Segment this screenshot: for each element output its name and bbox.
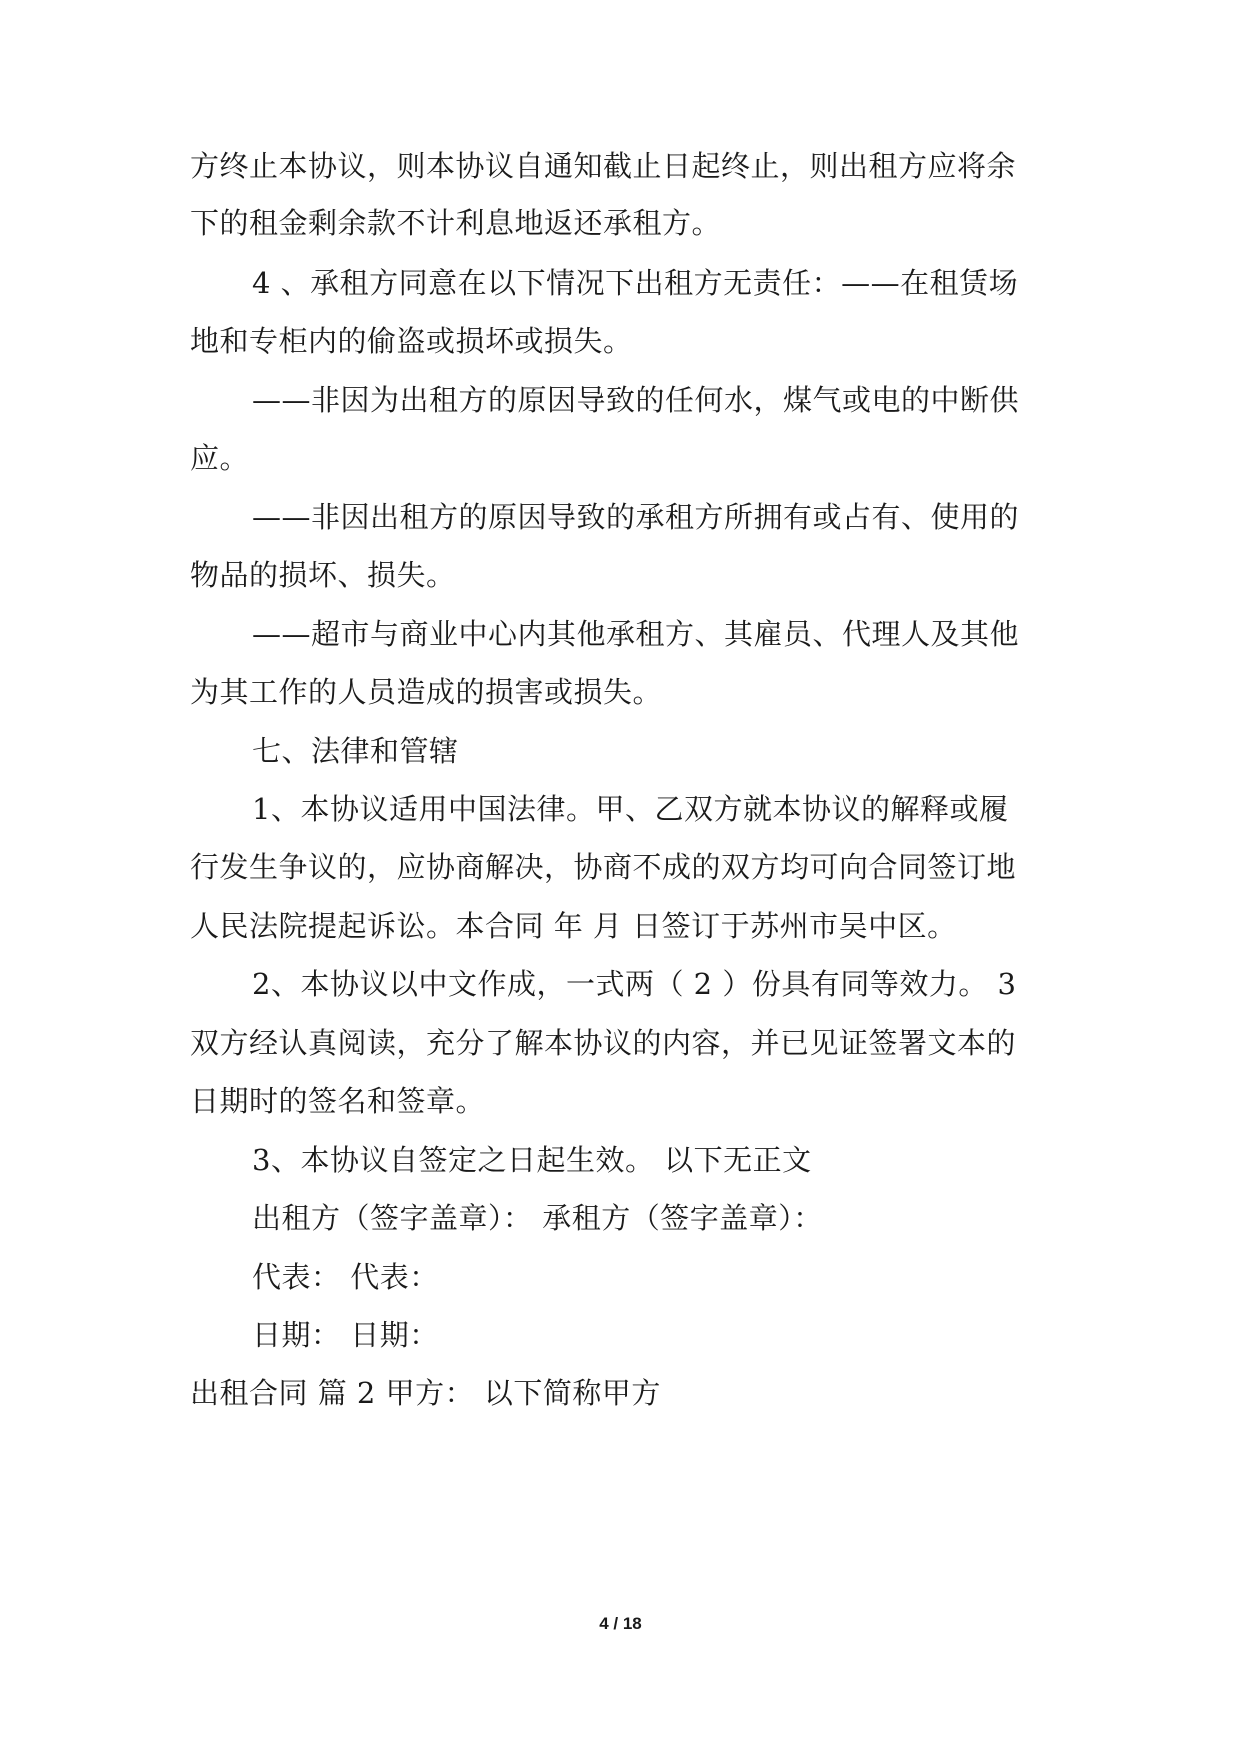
text-line: 日期时的签名和签章。 bbox=[190, 1084, 486, 1118]
text-line: ——超市与商业中心内其他承租方、其雇员、代理人及其他 bbox=[252, 617, 1020, 651]
text-line: ——非因出租方的原因导致的承租方所拥有或占有、使用的 bbox=[252, 500, 1020, 534]
contract-heading-line: 出租合同 篇 2 甲方： 以下简称甲方 bbox=[190, 1376, 661, 1410]
signature-parties-line: 出租方（签字盖章）： 承租方（签字盖章）： bbox=[252, 1201, 823, 1235]
text-line: 3、本协议自签定之日起生效。 以下无正文 bbox=[252, 1143, 812, 1177]
text-line: ——非因为出租方的原因导致的任何水，煤气或电的中断供 bbox=[252, 383, 1020, 417]
text-line: 2、本协议以中文作成，一式两（ 2 ）份具有同等效力。 3 bbox=[252, 967, 1017, 1001]
representative-line: 代表： 代表： bbox=[252, 1260, 439, 1294]
text-line: 下的租金剩余款不计利息地返还承租方。 bbox=[190, 206, 722, 240]
text-line: 行发生争议的，应协商解决，协商不成的双方均可向合同签订地 bbox=[190, 850, 1017, 884]
text-line: 人民法院提起诉讼。本合同 年 月 日签订于苏州市吴中区。 bbox=[190, 909, 957, 943]
page-number: 4 / 18 bbox=[599, 1614, 642, 1633]
text-line: 应。 bbox=[190, 441, 250, 475]
text-line: 为其工作的人员造成的损害或损失。 bbox=[190, 675, 663, 709]
text-line: 双方经认真阅读，充分了解本协议的内容，并已见证签署文本的 bbox=[190, 1026, 1017, 1060]
text-line: 地和专柜内的偷盗或损坏或损失。 bbox=[190, 324, 633, 358]
section-heading: 七、法律和管辖 bbox=[252, 734, 459, 768]
text-line: 1、本协议适用中国法律。甲、乙双方就本协议的解释或履 bbox=[252, 792, 1009, 826]
text-line: 方终止本协议，则本协议自通知截止日起终止，则出租方应将余 bbox=[190, 149, 1017, 183]
text-line: 物品的损坏、损失。 bbox=[190, 558, 456, 592]
date-line: 日期： 日期： bbox=[252, 1318, 439, 1352]
text-line: 4 、承租方同意在以下情况下出租方无责任：——在租赁场 bbox=[252, 266, 1019, 300]
